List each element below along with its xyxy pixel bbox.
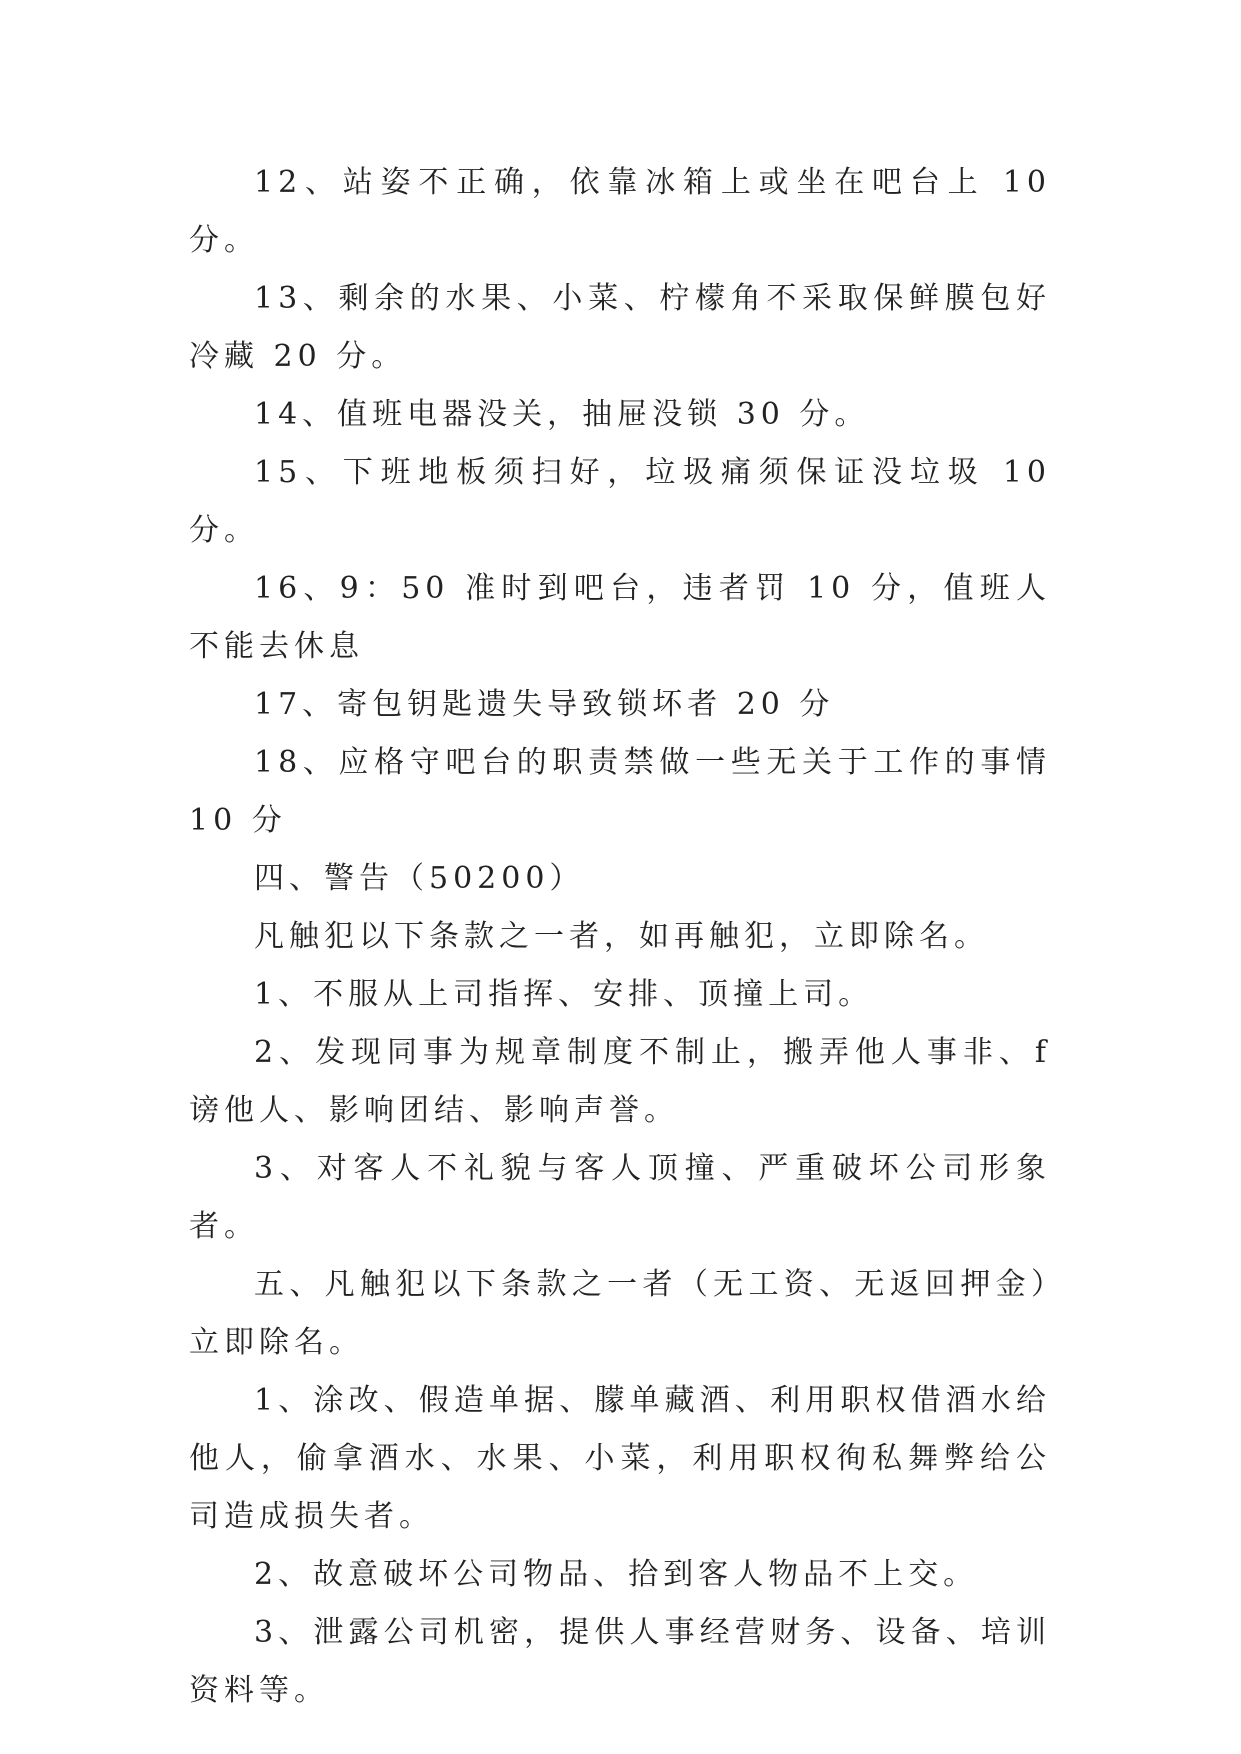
paragraph-warning-3: 3、对客人不礼貌与客人顶撞、严重破坏公司形象者。 — [189, 1151, 1051, 1244]
section-heading-dismissal: 五、凡触犯以下条款之一者（无工资、无返回押金）立即除名。 — [189, 1267, 1051, 1360]
paragraph-dismissal-2: 2、故意破坏公司物品、拾到客人物品不上交。 — [254, 1557, 979, 1592]
paragraph-warning-1: 1、不服从上司指挥、安排、顶撞上司。 — [254, 977, 874, 1012]
paragraph-rule-16: 16、9：50 准时到吧台，违者罚 10 分，值班人不能去休息 — [189, 571, 1051, 664]
paragraph-rule-15: 15、下班地板须扫好，垃圾痛须保证没垃圾 10 分。 — [189, 455, 1051, 548]
paragraph-warning-2: 2、发现同事为规章制度不制止，搬弄他人事非、f 谤他人、影响团结、影响声誉。 — [189, 1035, 1051, 1128]
paragraph-warning-intro: 凡触犯以下条款之一者，如再触犯，立即除名。 — [254, 919, 989, 954]
paragraph-rule-14: 14、值班电器没关，抽屉没锁 30 分。 — [254, 397, 870, 432]
paragraph-dismissal-3: 3、泄露公司机密，提供人事经营财务、设备、培训资料等。 — [189, 1615, 1051, 1708]
paragraph-rule-12: 12、站姿不正确，依靠冰箱上或坐在吧台上 10 分。 — [189, 165, 1051, 258]
paragraph-rule-17: 17、寄包钥匙遗失导致锁坏者 20 分 — [254, 687, 835, 722]
paragraph-rule-18: 18、应格守吧台的职责禁做一些无关于工作的事情 10 分 — [189, 745, 1051, 838]
paragraph-dismissal-1: 1、涂改、假造单据、朦单藏酒、利用职权借酒水给他人，偷拿酒水、水果、小菜，利用职权徇私舞弊给公司造成损失者。 — [189, 1383, 1051, 1534]
section-heading-warning: 四、警告（50200） — [254, 861, 585, 896]
paragraph-rule-13: 13、剩余的水果、小菜、柠檬角不采取保鲜膜包好冷藏 20 分。 — [189, 281, 1051, 374]
document-body — [189, 154, 1051, 1720]
